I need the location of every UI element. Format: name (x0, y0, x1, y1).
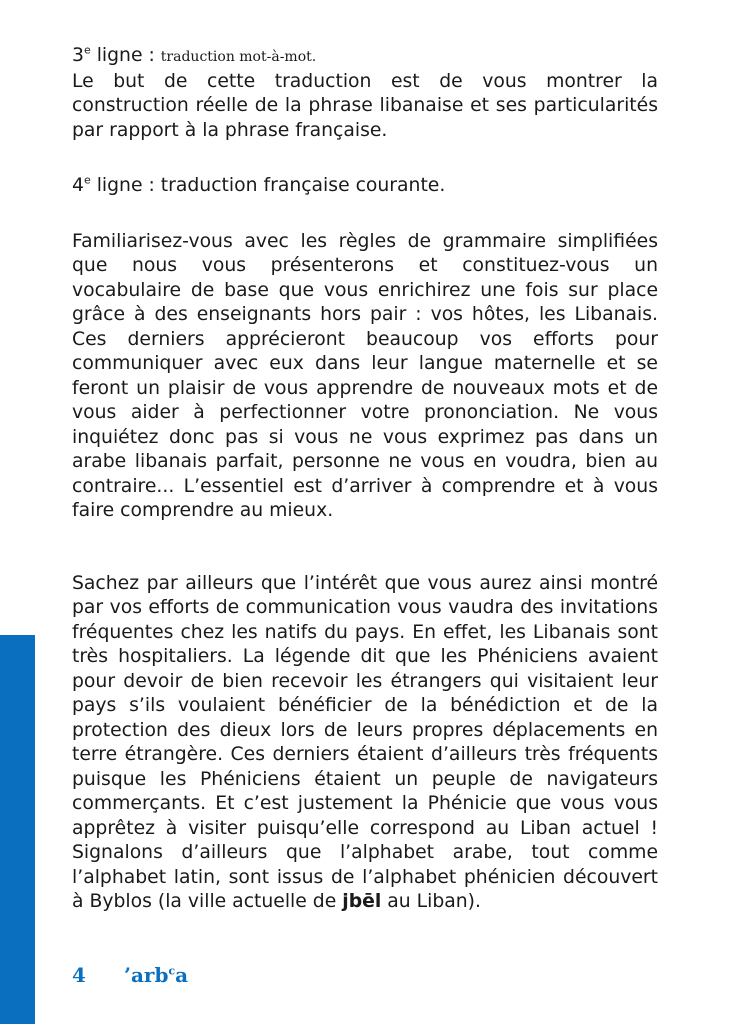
paragraph-phoenicia: Sachez par ailleurs que l’intérêt que vous aurez ainsi montré par vos efforts de communication vous vaudra des invitations fréquentes chez les natifs du pays. En effet, les Libanais sont très hospitaliers. La légende dit que les Phéniciens avaient pour devoir de bien recevoir les étrangers qui visitaient leur pays s’ils voulaient bénéficier de la bénédiction et de la protection des dieux lors de leurs propres déplacements en terre étrangère. Ces derniers étaient d’ailleurs très fréquents puisque les Phéniciens étaient un peuple de navigateurs commerçants. Et c’est justement la Phénicie que vous vous apprêtez à visiter puisqu’elle correspond au Liban actuel ! Signalons d’ailleurs que l’alphabet arabe, tout comme l’alphabet latin, sont issus de l’alphabet phénicien découvert à Byblos (la ville actuelle de jbēl au Liban). (72, 572, 658, 912)
paragraph-purpose: Le but de cette traduction est de vous montrer la construction réelle de la phrase libanaise et ses particularités par rapport à la phrase française. (72, 70, 658, 141)
page-body (72, 44, 658, 915)
running-title: ’arb$^c$a (124, 963, 189, 987)
line-4-heading: 4e ligne : traduction française courante. (72, 173, 446, 196)
paragraph-familiarize: Familiarisez-vous avec les règles de grammaire simplifiées que nous vous présenterons et constituez-vous un vocabulaire de base que vous enrichirez une fois sur place grâce à des enseignants hors pair : vos hôtes, les Libanais. Ces derniers apprécieront beaucoup vos efforts pour communiquer avec eux dans leur langue maternelle et se feront un plaisir de vous apprendre de nouveaux mots et de vous aider à perfectionner votre prononciation. Ne vous inquiétez donc pas si vous ne vous exprimez pas dans un arabe libanais parfait, personne ne vous en voudra, bien au contraire... L’essentiel est d’arriver à comprendre et à vous faire comprendre au mieux. (72, 230, 658, 521)
line-3-heading: 3e ligne : traduction mot-à-mot. (72, 43, 317, 66)
side-color-bar (0, 635, 35, 1024)
page-footer (72, 963, 188, 987)
page-number: 4 (72, 963, 86, 987)
transliteration-jbel: jbēl (342, 891, 382, 912)
